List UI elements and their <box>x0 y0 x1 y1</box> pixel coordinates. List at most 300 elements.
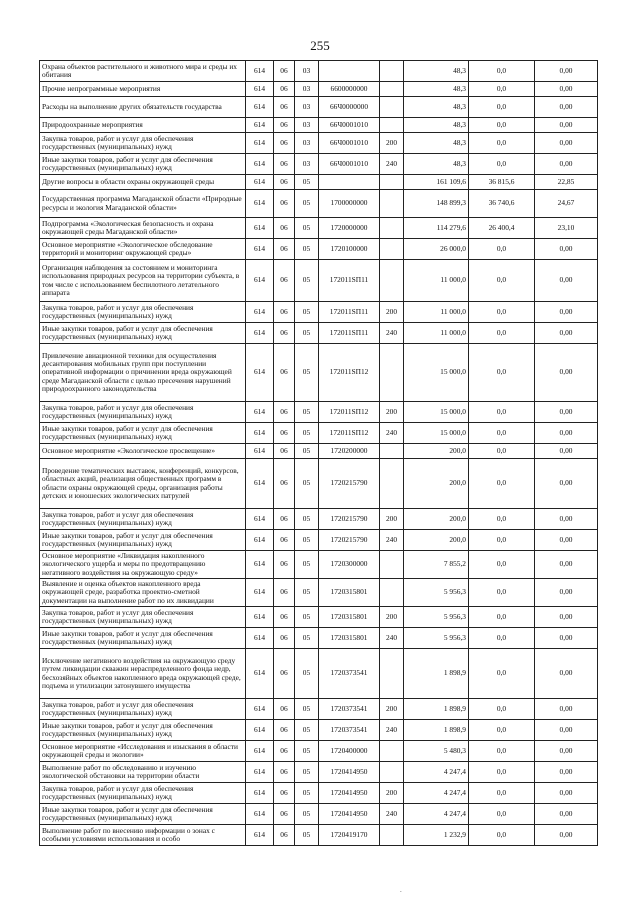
cell-section: 06 <box>274 530 295 551</box>
cell-sum-approved: 161 109,6 <box>404 175 469 190</box>
cell-sum-approved: 4 247,4 <box>404 783 469 804</box>
cell-name: Основное мероприятие «Экологическое обследование территорий и мониторинг окружающей среды» <box>40 239 246 260</box>
cell-target-article: 1720215790 <box>319 530 380 551</box>
cell-name: Иные закупки товаров, работ и услуг для обеспечения государственных (муниципальных) нужд <box>40 804 246 825</box>
cell-target-article <box>319 61 380 82</box>
cell-name: Подпрограмма «Экологическая безопасность и охрана окружающей среды Магаданской области» <box>40 218 246 239</box>
cell-sum-executed: 0,0 <box>469 551 535 579</box>
cell-admin-code: 614 <box>246 649 274 699</box>
cell-target-article: 1720315801 <box>319 579 380 607</box>
cell-expense-type <box>380 175 404 190</box>
cell-expense-type: 240 <box>380 423 404 444</box>
table-row <box>40 260 598 302</box>
cell-sum-approved: 200,0 <box>404 509 469 530</box>
cell-percent: 0,00 <box>535 551 598 579</box>
cell-subsection: 03 <box>295 82 319 97</box>
cell-sum-executed: 0,0 <box>469 302 535 323</box>
cell-section: 06 <box>274 741 295 762</box>
table-row <box>40 118 598 133</box>
cell-target-article: 172011SП12 <box>319 344 380 402</box>
cell-name: Основное мероприятие «Экологическое просвещение» <box>40 444 246 459</box>
cell-expense-type <box>380 118 404 133</box>
cell-name: Природоохранные мероприятия <box>40 118 246 133</box>
cell-subsection: 03 <box>295 61 319 82</box>
cell-target-article: 1720373541 <box>319 720 380 741</box>
cell-sum-approved: 11 000,0 <box>404 260 469 302</box>
cell-percent: 0,00 <box>535 302 598 323</box>
cell-subsection: 05 <box>295 175 319 190</box>
cell-admin-code: 614 <box>246 720 274 741</box>
cell-name: Иные закупки товаров, работ и услуг для обеспечения государственных (муниципальных) нужд <box>40 423 246 444</box>
cell-sum-executed: 0,0 <box>469 133 535 154</box>
cell-sum-executed: 36 815,6 <box>469 175 535 190</box>
cell-subsection: 05 <box>295 607 319 628</box>
cell-sum-executed: 0,0 <box>469 82 535 97</box>
cell-section: 06 <box>274 628 295 649</box>
page-number: 255 <box>310 38 330 53</box>
cell-subsection: 05 <box>295 302 319 323</box>
cell-sum-approved: 1 232,9 <box>404 825 469 846</box>
cell-subsection: 05 <box>295 825 319 846</box>
cell-name: Выполнение работ по внесению информации о зонах с особыми условиями использования и особо <box>40 825 246 846</box>
cell-target-article: 1720100000 <box>319 239 380 260</box>
cell-expense-type <box>380 190 404 218</box>
cell-percent: 0,00 <box>535 154 598 175</box>
cell-percent: 0,00 <box>535 825 598 846</box>
cell-subsection: 05 <box>295 741 319 762</box>
cell-sum-approved: 1 898,9 <box>404 699 469 720</box>
cell-percent: 0,00 <box>535 783 598 804</box>
cell-percent: 0,00 <box>535 402 598 423</box>
table-row <box>40 579 598 607</box>
cell-sum-executed: 0,0 <box>469 154 535 175</box>
cell-sum-executed: 0,0 <box>469 804 535 825</box>
cell-admin-code: 614 <box>246 804 274 825</box>
cell-sum-executed: 0,0 <box>469 530 535 551</box>
cell-subsection: 05 <box>295 649 319 699</box>
table-row <box>40 61 598 82</box>
cell-sum-approved: 1 898,9 <box>404 720 469 741</box>
cell-sum-approved: 200,0 <box>404 444 469 459</box>
cell-admin-code: 614 <box>246 530 274 551</box>
cell-sum-executed: 0,0 <box>469 825 535 846</box>
cell-sum-approved: 11 000,0 <box>404 323 469 344</box>
cell-sum-approved: 4 247,4 <box>404 762 469 783</box>
cell-expense-type <box>380 825 404 846</box>
cell-target-article: 1700000000 <box>319 190 380 218</box>
cell-target-article: 66Ч0001010 <box>319 154 380 175</box>
table-row <box>40 133 598 154</box>
table-row <box>40 628 598 649</box>
cell-expense-type <box>380 762 404 783</box>
cell-admin-code: 614 <box>246 118 274 133</box>
table-row <box>40 444 598 459</box>
cell-expense-type: 240 <box>380 804 404 825</box>
table-row <box>40 551 598 579</box>
cell-sum-approved: 48,3 <box>404 97 469 118</box>
cell-target-article: 66Ч0001010 <box>319 118 380 133</box>
table-row <box>40 804 598 825</box>
cell-admin-code: 614 <box>246 260 274 302</box>
cell-admin-code: 614 <box>246 699 274 720</box>
cell-section: 06 <box>274 762 295 783</box>
table-row <box>40 762 598 783</box>
cell-expense-type <box>380 82 404 97</box>
budget-table <box>39 60 598 846</box>
cell-target-article: 1720414950 <box>319 762 380 783</box>
cell-target-article: 1720300000 <box>319 551 380 579</box>
cell-sum-executed: 0,0 <box>469 628 535 649</box>
table-row <box>40 459 598 509</box>
cell-name: Выявление и оценка объектов накопленного вреда окружающей среде, разработка проектно-сметной документации на выполнение работ по их ликвидации <box>40 579 246 607</box>
cell-name: Закупка товаров, работ и услуг для обеспечения государственных (муниципальных) нужд <box>40 302 246 323</box>
cell-admin-code: 614 <box>246 579 274 607</box>
cell-sum-executed: 0,0 <box>469 649 535 699</box>
cell-expense-type <box>380 239 404 260</box>
cell-subsection: 03 <box>295 154 319 175</box>
cell-admin-code: 614 <box>246 154 274 175</box>
cell-target-article: 1720373541 <box>319 699 380 720</box>
table-row <box>40 323 598 344</box>
cell-expense-type: 240 <box>380 720 404 741</box>
cell-subsection: 05 <box>295 459 319 509</box>
cell-percent: 0,00 <box>535 720 598 741</box>
cell-name: Проведение тематических выставок, конференций, конкурсов, областных акций, реализация общественных программ в области охраны окружающей среды, организация работы детских и юношеских экологических патрулей <box>40 459 246 509</box>
table-row <box>40 720 598 741</box>
cell-name: Иные закупки товаров, работ и услуг для обеспечения государственных (муниципальных) нужд <box>40 154 246 175</box>
cell-percent: 0,00 <box>535 607 598 628</box>
cell-sum-executed: 26 400,4 <box>469 218 535 239</box>
cell-name: Расходы на выполнение других обязательств государства <box>40 97 246 118</box>
cell-admin-code: 614 <box>246 444 274 459</box>
cell-name: Закупка товаров, работ и услуг для обеспечения государственных (муниципальных) нужд <box>40 133 246 154</box>
cell-sum-approved: 4 247,4 <box>404 804 469 825</box>
table-row <box>40 344 598 402</box>
table-row <box>40 154 598 175</box>
cell-name: Охрана объектов растительного и животного мира и среды их обитания <box>40 61 246 82</box>
cell-admin-code: 614 <box>246 133 274 154</box>
cell-subsection: 05 <box>295 804 319 825</box>
cell-admin-code: 614 <box>246 459 274 509</box>
cell-section: 06 <box>274 97 295 118</box>
table-row <box>40 97 598 118</box>
cell-subsection: 05 <box>295 344 319 402</box>
cell-target-article: 6600000000 <box>319 82 380 97</box>
cell-percent: 0,00 <box>535 344 598 402</box>
cell-section: 06 <box>274 118 295 133</box>
cell-name: Иные закупки товаров, работ и услуг для обеспечения государственных (муниципальных) нужд <box>40 323 246 344</box>
cell-expense-type: 200 <box>380 302 404 323</box>
cell-sum-approved: 5 956,3 <box>404 579 469 607</box>
cell-percent: 0,00 <box>535 444 598 459</box>
cell-admin-code: 614 <box>246 302 274 323</box>
cell-target-article: 1720215790 <box>319 459 380 509</box>
cell-subsection: 05 <box>295 402 319 423</box>
cell-percent: 0,00 <box>535 82 598 97</box>
cell-admin-code: 614 <box>246 61 274 82</box>
cell-target-article: 172011SП11 <box>319 302 380 323</box>
cell-subsection: 03 <box>295 133 319 154</box>
cell-section: 06 <box>274 344 295 402</box>
table-row <box>40 607 598 628</box>
cell-section: 06 <box>274 61 295 82</box>
cell-admin-code: 614 <box>246 82 274 97</box>
cell-expense-type: 200 <box>380 402 404 423</box>
cell-percent: 0,00 <box>535 118 598 133</box>
cell-sum-executed: 0,0 <box>469 260 535 302</box>
cell-sum-executed: 0,0 <box>469 423 535 444</box>
cell-section: 06 <box>274 579 295 607</box>
cell-sum-executed: 0,0 <box>469 783 535 804</box>
cell-percent: 0,00 <box>535 260 598 302</box>
cell-target-article: 172011SП11 <box>319 323 380 344</box>
cell-sum-approved: 7 855,2 <box>404 551 469 579</box>
cell-subsection: 05 <box>295 720 319 741</box>
budget-table-body <box>40 61 598 846</box>
cell-section: 06 <box>274 509 295 530</box>
cell-name: Выполнение работ по обследованию и изучению экологической обстановки на территории области <box>40 762 246 783</box>
cell-expense-type: 200 <box>380 699 404 720</box>
cell-expense-type <box>380 260 404 302</box>
table-row <box>40 509 598 530</box>
cell-admin-code: 614 <box>246 783 274 804</box>
cell-sum-approved: 148 899,3 <box>404 190 469 218</box>
cell-subsection: 05 <box>295 190 319 218</box>
cell-sum-executed: 0,0 <box>469 239 535 260</box>
cell-admin-code: 614 <box>246 175 274 190</box>
cell-section: 06 <box>274 804 295 825</box>
cell-subsection: 05 <box>295 239 319 260</box>
cell-name: Иные закупки товаров, работ и услуг для обеспечения государственных (муниципальных) нужд <box>40 628 246 649</box>
cell-name: Иные закупки товаров, работ и услуг для обеспечения государственных (муниципальных) нужд <box>40 720 246 741</box>
cell-sum-executed: 0,0 <box>469 118 535 133</box>
cell-subsection: 05 <box>295 423 319 444</box>
cell-sum-executed: 36 740,6 <box>469 190 535 218</box>
cell-target-article: 66Ч0001010 <box>319 133 380 154</box>
cell-target-article: 1720200000 <box>319 444 380 459</box>
cell-admin-code: 614 <box>246 741 274 762</box>
table-row <box>40 218 598 239</box>
cell-expense-type <box>380 551 404 579</box>
cell-sum-approved: 200,0 <box>404 459 469 509</box>
cell-section: 06 <box>274 175 295 190</box>
cell-sum-approved: 5 956,3 <box>404 628 469 649</box>
cell-subsection: 05 <box>295 530 319 551</box>
cell-section: 06 <box>274 459 295 509</box>
cell-section: 06 <box>274 82 295 97</box>
cell-sum-approved: 5 956,3 <box>404 607 469 628</box>
table-row <box>40 175 598 190</box>
cell-expense-type: 240 <box>380 530 404 551</box>
cell-percent: 0,00 <box>535 649 598 699</box>
cell-name: Иные закупки товаров, работ и услуг для обеспечения государственных (муниципальных) нужд <box>40 530 246 551</box>
cell-sum-executed: 0,0 <box>469 607 535 628</box>
cell-section: 06 <box>274 444 295 459</box>
cell-percent: 0,00 <box>535 530 598 551</box>
cell-sum-executed: 0,0 <box>469 444 535 459</box>
cell-percent: 0,00 <box>535 61 598 82</box>
cell-name: Государственная программа Магаданской области «Природные ресурсы и экология Магаданской области» <box>40 190 246 218</box>
cell-admin-code: 614 <box>246 423 274 444</box>
cell-expense-type: 240 <box>380 323 404 344</box>
cell-admin-code: 614 <box>246 402 274 423</box>
table-row <box>40 783 598 804</box>
cell-admin-code: 614 <box>246 218 274 239</box>
cell-target-article: 1720414950 <box>319 804 380 825</box>
cell-admin-code: 614 <box>246 190 274 218</box>
cell-subsection: 05 <box>295 762 319 783</box>
cell-percent: 23,10 <box>535 218 598 239</box>
cell-expense-type <box>380 344 404 402</box>
cell-section: 06 <box>274 218 295 239</box>
cell-sum-approved: 11 000,0 <box>404 302 469 323</box>
cell-target-article: 66Ч0000000 <box>319 97 380 118</box>
table-row <box>40 239 598 260</box>
cell-sum-approved: 48,3 <box>404 82 469 97</box>
cell-admin-code: 614 <box>246 344 274 402</box>
cell-target-article: 1720000000 <box>319 218 380 239</box>
cell-name: Прочие непрограммные мероприятия <box>40 82 246 97</box>
cell-percent: 0,00 <box>535 97 598 118</box>
cell-sum-approved: 200,0 <box>404 530 469 551</box>
cell-expense-type <box>380 579 404 607</box>
cell-sum-approved: 114 279,6 <box>404 218 469 239</box>
cell-percent: 0,00 <box>535 133 598 154</box>
cell-sum-approved: 26 000,0 <box>404 239 469 260</box>
cell-section: 06 <box>274 699 295 720</box>
cell-percent: 0,00 <box>535 804 598 825</box>
cell-expense-type: 240 <box>380 154 404 175</box>
cell-subsection: 05 <box>295 444 319 459</box>
cell-name: Основное мероприятие «Ликвидация накопленного экологического ущерба и меры по предотвращению негативного воздействия на окружающую среду» <box>40 551 246 579</box>
cell-sum-executed: 0,0 <box>469 323 535 344</box>
cell-target-article: 172011SП12 <box>319 402 380 423</box>
cell-section: 06 <box>274 720 295 741</box>
cell-sum-executed: 0,0 <box>469 459 535 509</box>
cell-admin-code: 614 <box>246 762 274 783</box>
cell-section: 06 <box>274 190 295 218</box>
cell-name: Привлечение авиационной техники для осуществления десантирования мобильных групп при поступлении оперативной информации о причинении вреда окружающей среде Магаданской области с целью пресечения нарушений природоохранного законодательства <box>40 344 246 402</box>
table-row <box>40 402 598 423</box>
cell-percent: 24,67 <box>535 190 598 218</box>
cell-percent: 0,00 <box>535 323 598 344</box>
cell-admin-code: 614 <box>246 509 274 530</box>
cell-target-article: 1720315801 <box>319 607 380 628</box>
cell-admin-code: 614 <box>246 239 274 260</box>
cell-target-article <box>319 175 380 190</box>
cell-percent: 0,00 <box>535 423 598 444</box>
cell-target-article: 1720400000 <box>319 741 380 762</box>
cell-sum-approved: 5 480,3 <box>404 741 469 762</box>
cell-name: Другие вопросы в области охраны окружающей среды <box>40 175 246 190</box>
table-row <box>40 699 598 720</box>
cell-admin-code: 614 <box>246 551 274 579</box>
cell-subsection: 03 <box>295 97 319 118</box>
cell-sum-executed: 0,0 <box>469 97 535 118</box>
cell-section: 06 <box>274 649 295 699</box>
table-row <box>40 825 598 846</box>
cell-name: Организация наблюдения за состоянием и мониторинга использования природных ресурсов на территории субъекта, в том числе с использованием беспилотного летательного аппарата <box>40 260 246 302</box>
cell-name: Основное мероприятие «Исследования и изыскания в области окружающей среды и экологии» <box>40 741 246 762</box>
cell-sum-executed: 0,0 <box>469 61 535 82</box>
cell-section: 06 <box>274 551 295 579</box>
cell-section: 06 <box>274 323 295 344</box>
cell-subsection: 05 <box>295 260 319 302</box>
cell-expense-type: 200 <box>380 783 404 804</box>
cell-subsection: 05 <box>295 628 319 649</box>
cell-sum-approved: 15 000,0 <box>404 402 469 423</box>
cell-percent: 0,00 <box>535 699 598 720</box>
cell-expense-type <box>380 444 404 459</box>
cell-sum-executed: 0,0 <box>469 344 535 402</box>
cell-target-article: 1720215790 <box>319 509 380 530</box>
cell-sum-approved: 15 000,0 <box>404 344 469 402</box>
cell-admin-code: 614 <box>246 825 274 846</box>
cell-subsection: 05 <box>295 579 319 607</box>
cell-sum-executed: 0,0 <box>469 402 535 423</box>
table-row <box>40 741 598 762</box>
cell-admin-code: 614 <box>246 607 274 628</box>
cell-sum-approved: 48,3 <box>404 133 469 154</box>
cell-percent: 0,00 <box>535 628 598 649</box>
cell-percent: 0,00 <box>535 762 598 783</box>
cell-sum-executed: 0,0 <box>469 762 535 783</box>
cell-subsection: 05 <box>295 699 319 720</box>
cell-expense-type <box>380 649 404 699</box>
cell-percent: 0,00 <box>535 741 598 762</box>
table-row <box>40 649 598 699</box>
cell-target-article: 172011SП11 <box>319 260 380 302</box>
cell-section: 06 <box>274 302 295 323</box>
cell-admin-code: 614 <box>246 323 274 344</box>
cell-target-article: 172011SП12 <box>319 423 380 444</box>
cell-sum-approved: 48,3 <box>404 61 469 82</box>
cell-section: 06 <box>274 239 295 260</box>
cell-section: 06 <box>274 154 295 175</box>
cell-admin-code: 614 <box>246 97 274 118</box>
cell-sum-executed: 0,0 <box>469 720 535 741</box>
cell-name: Исключение негативного воздействия на окружающую среду путем ликвидации скважин нераспределенного фонда недр, бесхозяйных объектов накопленного вреда окружающей среде, подъема и утилизации затонувшего имущества <box>40 649 246 699</box>
cell-expense-type <box>380 218 404 239</box>
cell-target-article: 1720414950 <box>319 783 380 804</box>
cell-expense-type <box>380 97 404 118</box>
cell-section: 06 <box>274 133 295 154</box>
cell-name: Закупка товаров, работ и услуг для обеспечения государственных (муниципальных) нужд <box>40 402 246 423</box>
table-row <box>40 190 598 218</box>
cell-subsection: 03 <box>295 118 319 133</box>
cell-expense-type: 200 <box>380 133 404 154</box>
cell-sum-executed: 0,0 <box>469 579 535 607</box>
cell-target-article: 1720315801 <box>319 628 380 649</box>
cell-name: Закупка товаров, работ и услуг для обеспечения государственных (муниципальных) нужд <box>40 509 246 530</box>
cell-percent: 0,00 <box>535 239 598 260</box>
table-row <box>40 302 598 323</box>
cell-sum-executed: 0,0 <box>469 741 535 762</box>
cell-section: 06 <box>274 402 295 423</box>
footer-mark: . <box>400 886 402 894</box>
table-row <box>40 82 598 97</box>
cell-section: 06 <box>274 825 295 846</box>
cell-percent: 0,00 <box>535 459 598 509</box>
cell-name: Закупка товаров, работ и услуг для обеспечения государственных (муниципальных) нужд <box>40 699 246 720</box>
cell-section: 06 <box>274 607 295 628</box>
cell-name: Закупка товаров, работ и услуг для обеспечения государственных (муниципальных) нужд <box>40 607 246 628</box>
cell-sum-approved: 48,3 <box>404 118 469 133</box>
cell-percent: 0,00 <box>535 579 598 607</box>
cell-target-article: 1720419170 <box>319 825 380 846</box>
cell-section: 06 <box>274 260 295 302</box>
cell-sum-approved: 48,3 <box>404 154 469 175</box>
